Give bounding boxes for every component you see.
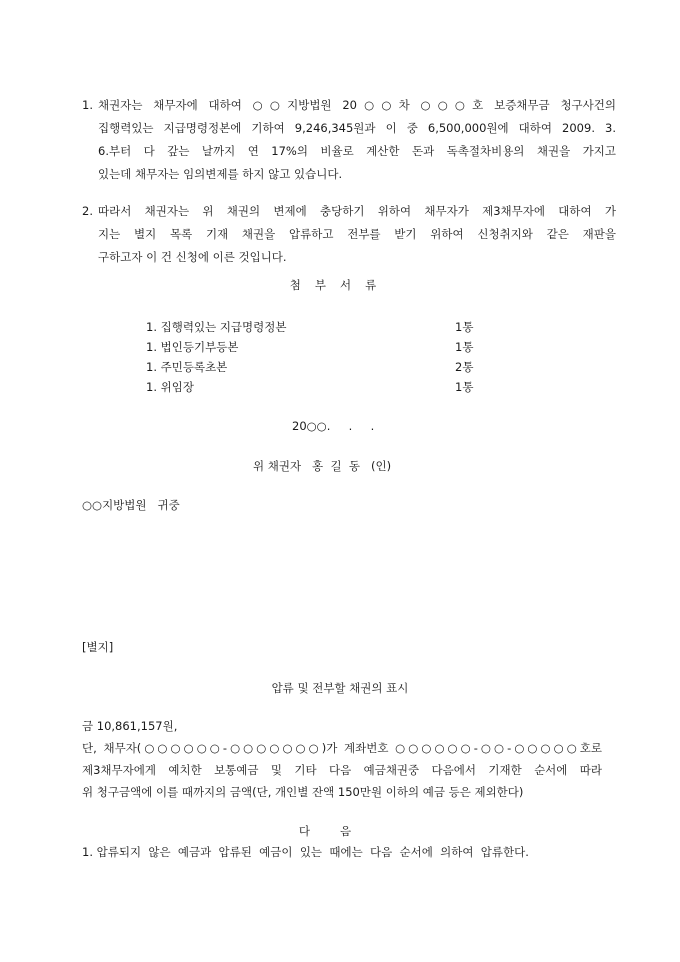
para1-line-2: 집행력있는 지급명령정본에 기하여 9,246,345원과 이 중 6,500,000원에 대하여 2009. 3.: [98, 121, 616, 135]
date-line: 20○○. . .: [292, 419, 375, 433]
para2-number: 2.: [82, 204, 93, 218]
para1-line-1: 채권자는 채무자에 대하여 ○○지방법원 20○○차 ○○○호 보증채무금 청구사건의: [98, 98, 616, 112]
annex-label: [별지]: [82, 640, 114, 654]
para2-line-2: 지는 별지 목록 기재 채권을 압류하고 전부를 받기 위하여 신청취지와 같은 재판을: [98, 227, 616, 241]
attachment-item-label: 1. 법인등기부등본: [146, 340, 239, 354]
attachments-heading: 첨부서류: [289, 278, 391, 292]
attachment-item-count: 1통: [455, 320, 474, 334]
para1-line-4: 있는데 채무자는 임의변제를 하지 않고 있습니다.: [98, 167, 343, 181]
annex-desc-line-1: 단, 채무자(○○○○○○-○○○○○○○)가 계좌번호 ○○○○○○-○○-○○○○○호로: [82, 741, 602, 755]
annex-desc-line-3: 위 청구금액에 이를 때까지의 금액(단, 개인별 잔액 150만원 이하의 예금 등은 제외한다): [82, 785, 524, 799]
para2-line-1: 따라서 채권자는 위 채권의 변제에 충당하기 위하여 채무자가 제3채무자에 대하여 가: [98, 204, 616, 218]
para1-line-3: 6.부터 다 갚는 날까지 연 17%의 비율로 계산한 돈과 독촉절차비용의 채권을 가지고: [98, 144, 616, 158]
attachment-item-label: 1. 주민등록초본: [146, 360, 228, 374]
para1-number: 1.: [82, 98, 93, 112]
attachment-item-count: 2통: [455, 360, 474, 374]
attachment-item-label: 1. 위임장: [146, 380, 194, 394]
court-addressee: ○○지방법원 귀중: [82, 498, 180, 512]
annex-desc-line-2: 제3채무자에게 예치한 보통예금 및 기타 다음 예금채권중 다음에서 기재한 순서에 따라: [82, 763, 602, 777]
para2-line-3: 구하고자 이 건 신청에 이른 것입니다.: [98, 250, 287, 264]
signature-line: 위 채권자 홍 길 동 (인): [253, 459, 392, 473]
attachment-item-label: 1. 집행력있는 지급명령정본: [146, 320, 287, 334]
annex-title: 압류 및 전부할 채권의 표시: [271, 681, 409, 695]
annex-item-1: 1. 압류되지 않은 예금과 압류된 예금이 있는 때에는 다음 순서에 의하여 압류한다.: [82, 845, 529, 859]
attachment-item-count: 1통: [455, 380, 474, 394]
attachment-item-count: 1통: [455, 340, 474, 354]
annex-amount: 금 10,861,157원,: [82, 719, 178, 733]
following-heading: 다음: [298, 824, 382, 838]
